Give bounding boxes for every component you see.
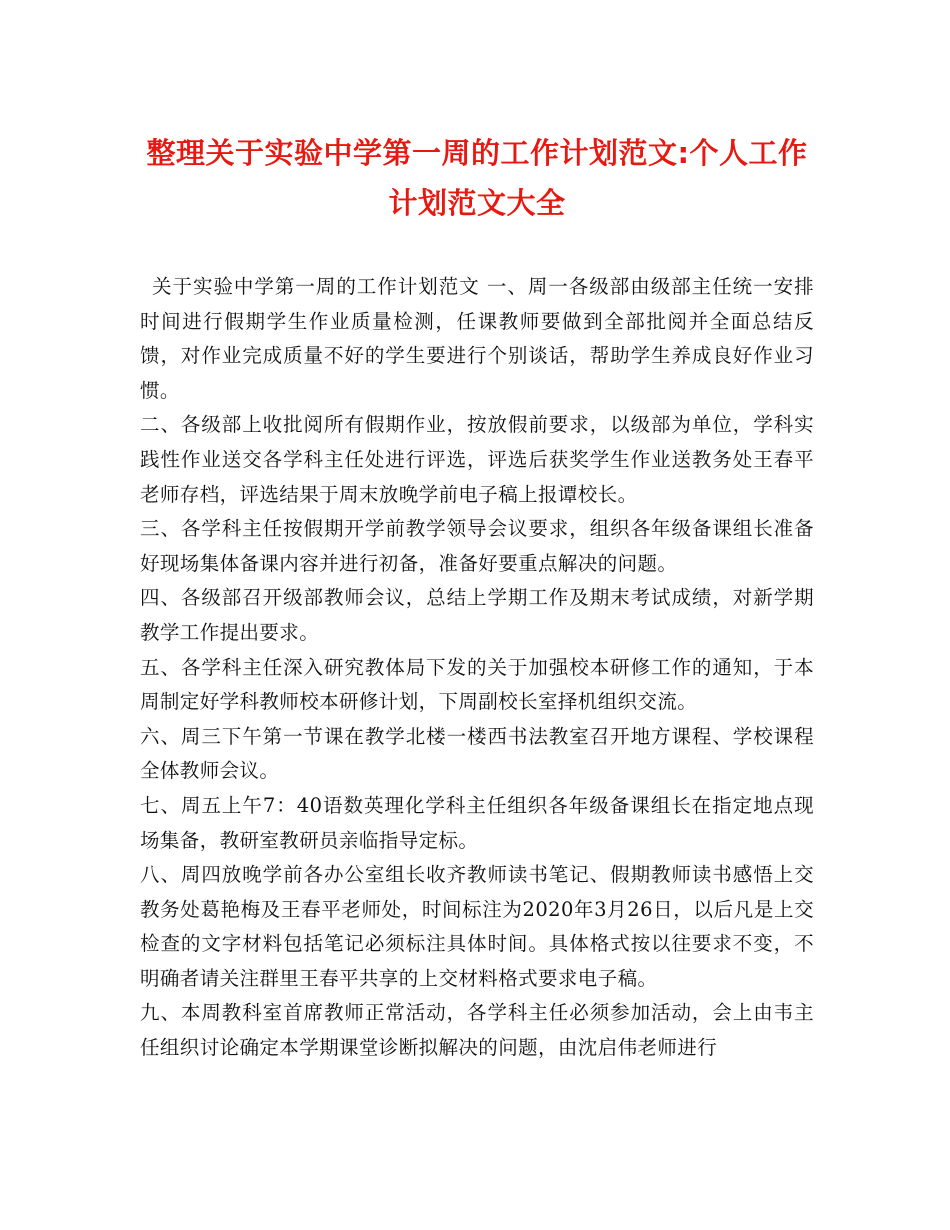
paragraph-8: 八、周四放晚学前各办公室组长收齐教师读书笔记、假期教师读书感悟上交教务处葛艳梅及王春平老师处，时间标注为2020年3月26日，以后凡是上交检查的文字材料包括笔记必须标注具体时间。具体格式按以往要求不变，不明确者请关注群里王春平共享的上交材料格式要求电子稿。: [140, 863, 814, 990]
paragraph-7: 七、周五上午7：40语数英理化学科主任组织各年级备课组长在指定地点现场集备，教研室教研员亲临指导定标。: [140, 793, 814, 852]
document-body: [140, 270, 814, 1066]
paragraph-2: 二、各级部上收批阅所有假期作业，按放假前要求，以级部为单位，学科实践性作业送交各学科主任处进行评选，评选后获奖学生作业送教务处王春平老师存档，评选结果于周末放晚学前电子稿上报谭校长。: [140, 413, 814, 506]
paragraph-9: 九、本周教科室首席教师正常活动，各学科主任必须参加活动，会上由韦主任组织讨论确定本学期课堂诊断拟解决的问题，由沈启伟老师进行: [140, 1001, 814, 1060]
paragraph-3: 三、各学科主任按假期开学前教学领导会议要求，组织各年级备课组长准备好现场集体备课内容并进行初备，准备好要重点解决的问题。: [140, 517, 814, 575]
paragraph-4: 四、各级部召开级部教师会议，总结上学期工作及期末考试成绩，对新学期教学工作提出要求。: [140, 586, 814, 644]
paragraph-6: 六、周三下午第一节课在教学北楼一楼西书法教室召开地方课程、学校课程全体教师会议。: [140, 724, 814, 783]
paragraph-5: 五、各学科主任深入研究教体局下发的关于加强校本研修工作的通知，于本周制定好学科教师校本研修计划，下周副校长室择机组织交流。: [140, 655, 814, 714]
paragraph-intro-1: 关于实验中学第一周的工作计划范文 一、周一各级部由级部主任统一安排时间进行假期学生作业质量检测，任课教师要做到全部批阅并全面总结反馈，对作业完成质量不好的学生要进行个别谈话，帮助学生养成良好作业习惯。: [140, 275, 814, 402]
document-title: 整理关于实验中学第一周的工作计划范文:个人工作计划范文大全: [146, 136, 808, 220]
